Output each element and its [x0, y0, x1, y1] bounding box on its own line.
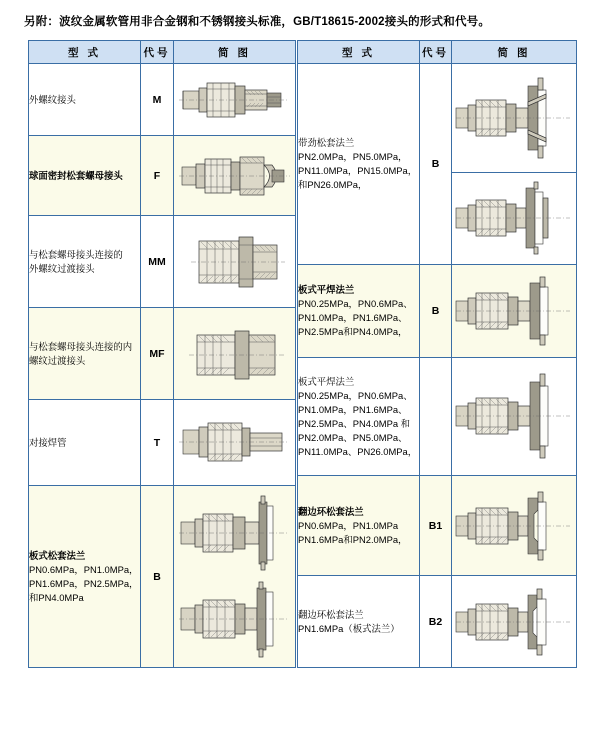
lap-joint-flange-drawing — [452, 484, 576, 568]
plate-loose-flange-drawing — [174, 492, 295, 578]
type-line: PN1.0MPa，PN1.6MPa、 — [298, 403, 408, 415]
fittings-table-right — [297, 40, 577, 668]
table-row — [29, 216, 296, 308]
type-line: PN1.0MPa，PN1.6MPa、 — [298, 311, 408, 323]
male-thread-fitting-drawing — [174, 69, 295, 131]
ribbed-loose-flange-drawing-2 — [452, 178, 576, 258]
cell-code: B — [420, 264, 452, 358]
type-line: 球面密封松套螺母接头 — [29, 169, 123, 181]
table-row — [298, 358, 577, 476]
cell-figure — [452, 576, 577, 668]
cell-code: F — [141, 136, 174, 216]
cell-code: B1 — [420, 476, 452, 576]
spherical-seal-union-nut-fitting-drawing — [174, 143, 295, 209]
table-row — [298, 264, 577, 358]
page-title: 另附：波纹金属软管用非合金钢和不锈钢接头标准，GB/T18615-2002接头的形式和代号。 — [24, 16, 491, 28]
cell-code: MM — [141, 216, 174, 308]
table-row — [29, 308, 296, 400]
type-line: 板式平焊法兰 — [298, 283, 355, 295]
type-line: 螺纹过渡接头 — [29, 354, 86, 366]
type-line: PN1.6MPa（板式法兰） — [298, 622, 400, 634]
type-line: PN1.6MPa，PN2.5MPa， — [29, 577, 139, 589]
table-row — [29, 136, 296, 216]
cell-code: T — [141, 400, 174, 486]
type-line: 和PN26.0MPa， — [298, 178, 368, 190]
column-header-type: 型 式 — [29, 41, 141, 64]
cell-type — [298, 576, 420, 668]
type-line: 和PN4.0MPa — [29, 591, 84, 603]
type-line: PN0.6MPa，PN1.0MPa — [298, 519, 399, 531]
type-line: 翻边环松套法兰 — [298, 505, 364, 517]
fittings-table-left — [28, 40, 296, 668]
cell-type — [29, 64, 141, 136]
table-row — [29, 64, 296, 136]
table-row — [298, 476, 577, 576]
lap-joint-flange-drawing-2 — [452, 583, 576, 661]
type-line: PN2.5MPa和PN4.0MPa， — [298, 325, 408, 337]
column-header-code: 代号 — [141, 41, 174, 64]
type-line: 翻边环松套法兰 — [298, 608, 364, 620]
plate-slip-on-welding-flange-drawing-2 — [452, 368, 576, 466]
butt-weld-pipe-drawing — [174, 408, 295, 478]
ribbed-loose-flange-drawing — [452, 72, 576, 164]
table-row — [298, 64, 577, 173]
cell-figure — [174, 216, 296, 308]
cell-type — [29, 486, 141, 668]
cell-figure — [174, 308, 296, 400]
type-line: 与松套螺母接头连接的内 — [29, 340, 133, 352]
cell-code — [420, 358, 452, 476]
type-line: 外螺纹接头 — [29, 93, 76, 105]
cell-figure — [452, 264, 577, 358]
type-line: 外螺纹过渡接头 — [29, 262, 95, 274]
spec-tables — [28, 40, 574, 668]
type-line: PN0.25MPa，PN0.6MPa、 — [298, 389, 413, 401]
cell-figure — [452, 358, 577, 476]
cell-type — [298, 264, 420, 358]
cell-figure — [174, 400, 296, 486]
cell-code: B — [141, 486, 174, 668]
female-thread-adapter-drawing — [174, 315, 295, 393]
cell-figure — [452, 64, 577, 173]
cell-type — [298, 358, 420, 476]
type-line: PN2.0MPa，PN5.0MPa， — [298, 150, 408, 162]
column-header-type: 型 式 — [298, 41, 420, 64]
type-line: PN2.0MPa、PN5.0MPa、 — [298, 431, 408, 443]
cell-code: B2 — [420, 576, 452, 668]
cell-figure — [452, 476, 577, 576]
table-header-row — [29, 41, 296, 64]
type-line: PN11.0MPa，PN15.0MPa， — [298, 164, 418, 176]
table-header-row — [298, 41, 577, 64]
table-row — [29, 400, 296, 486]
type-line: 板式松套法兰 — [29, 549, 86, 561]
cell-type — [29, 400, 141, 486]
plate-slip-on-welding-flange-drawing — [452, 271, 576, 351]
type-line: 带劲松套法兰 — [298, 136, 355, 148]
type-line: PN2.5MPa、PN4.0MPa 和 — [298, 417, 411, 429]
plate-loose-flange-drawing-2 — [174, 580, 295, 662]
column-header-code: 代号 — [420, 41, 452, 64]
type-line: PN0.6MPa，PN1.0MPa， — [29, 563, 139, 575]
type-line: PN1.6MPa和PN2.0MPa， — [298, 533, 408, 545]
cell-type — [29, 308, 141, 400]
cell-type — [298, 64, 420, 265]
cell-code: M — [141, 64, 174, 136]
cell-type — [29, 136, 141, 216]
cell-figure — [174, 486, 296, 668]
cell-figure — [174, 64, 296, 136]
cell-figure — [174, 136, 296, 216]
type-line: 与松套螺母接头连接的 — [29, 248, 123, 260]
column-header-figure: 简 图 — [452, 41, 577, 64]
column-header-figure: 简 图 — [174, 41, 296, 64]
cell-figure — [452, 173, 577, 265]
cell-code: B — [420, 64, 452, 265]
type-line: PN11.0MPa、PN26.0MPa， — [298, 445, 418, 457]
type-line: 对接焊管 — [29, 436, 67, 448]
type-line: PN0.25MPa，PN0.6MPa、 — [298, 297, 413, 309]
type-line: 板式平焊法兰 — [298, 375, 355, 387]
table-row — [29, 486, 296, 668]
male-thread-adapter-drawing — [174, 223, 295, 301]
table-row — [298, 576, 577, 668]
cell-type — [29, 216, 141, 308]
cell-code: MF — [141, 308, 174, 400]
cell-type — [298, 476, 420, 576]
